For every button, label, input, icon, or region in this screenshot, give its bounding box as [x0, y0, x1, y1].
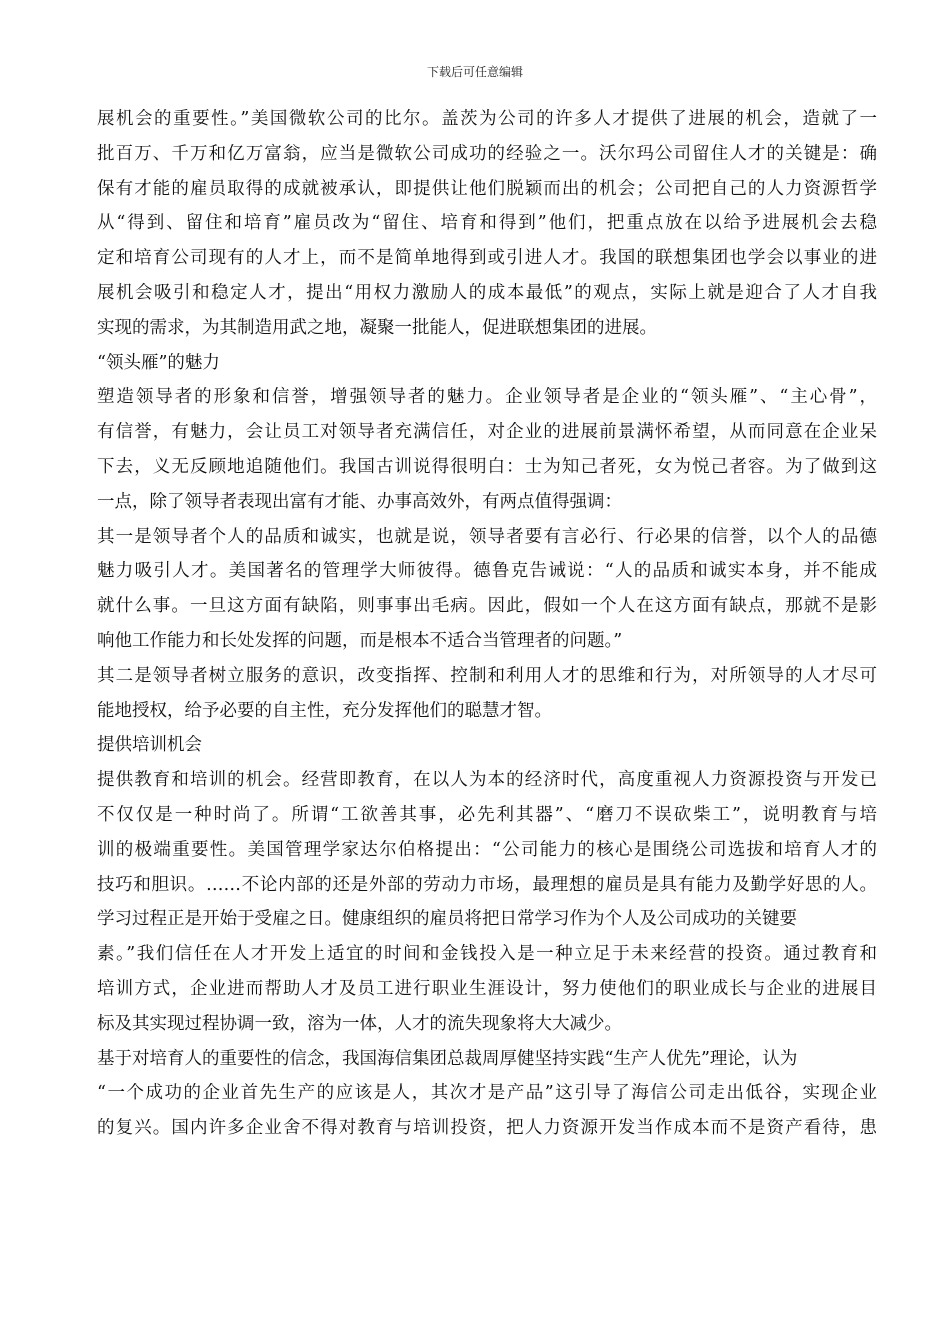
text-line: 标及其实现过程协调一致，溶为一体，人才的流失现象将大大减少。	[97, 1013, 622, 1034]
text-line: 提供培训机会	[97, 735, 202, 756]
text-line: 批百万、千万和亿万富翁，应当是微软公司成功的经验之一。沃尔玛公司留住人才的关键是：确	[97, 143, 877, 164]
text-line: 能地授权，给予必要的自主性，充分发挥他们的聪慧才智。	[97, 700, 552, 721]
text-line: 魅力吸引人才。美国著名的管理学大师彼得。德鲁克告诫说：“人的品质和诚实本身，并不能成	[97, 561, 877, 582]
text-line: 的复兴。国内许多企业舍不得对教育与培训投资，把人力资源开发当作成本而不是资产看待，患	[97, 1118, 877, 1139]
text-line: 有信誉，有魅力，会让员工对领导者充满信任，对企业的进展前景满怀希望，从而同意在企业呆	[97, 422, 877, 443]
text-line: 基于对培育人的重要性的信念，我国海信集团总裁周厚健坚持实践“生产人优先”理论，认为	[97, 1048, 798, 1069]
text-line: 实现的需求，为其制造用武之地，凝聚一批能人，促进联想集团的进展。	[97, 317, 657, 338]
text-line: 展机会吸引和稳定人才，提出“用权力激励人的成本最低”的观点，实际上就是迎合了人才自我	[97, 282, 877, 303]
text-line: 展机会的重要性。”美国微软公司的比尔。盖茨为公司的许多人才提供了进展的机会，造就了一	[97, 109, 877, 129]
text-line: 定和培育公司现有的人才上，而不是简单地得到或引进人才。我国的联想集团也学会以事业的进	[97, 248, 877, 269]
text-line: 训的极端重要性。美国管理学家达尔伯格提出：“公司能力的核心是围绕公司选拔和培育人才的	[97, 839, 877, 860]
page-header: 下载后可任意编辑	[426, 65, 523, 79]
text-line: 提供教育和培训的机会。经营即教育，在以人为本的经济时代，高度重视人力资源投资与开发已	[97, 770, 877, 791]
text-line: 保有才能的雇员取得的成就被承认，即提供让他们脱颖而出的机会；公司把自己的人力资源哲学	[97, 178, 877, 199]
text-line: 学习过程正是开始于受雇之日。健康组织的雇员将把日常学习作为个人及公司成功的关键要	[97, 909, 797, 930]
text-line: 其二是领导者树立服务的意识，改变指挥、控制和利用人才的思维和行为，对所领导的人才尽可	[97, 665, 877, 686]
text-line: 一点，除了领导者表现出富有才能、办事高效外，有两点值得强调：	[97, 491, 622, 512]
text-line: “一个成功的企业首先生产的应该是人，其次才是产品”这引导了海信公司走出低谷，实现企业	[97, 1083, 877, 1104]
text-line: 就什么事。一旦这方面有缺陷，则事事出毛病。因此，假如一个人在这方面有缺点，那就不是影	[97, 596, 877, 617]
text-line: 下去，义无反顾地追随他们。我国古训说得很明白：士为知己者死，女为悦己者容。为了做到这	[97, 456, 877, 477]
text-line: 其一是领导者个人的品质和诚实，也就是说，领导者要有言必行、行必果的信誉，以个人的品德	[97, 526, 877, 547]
text-line: 响他工作能力和长处发挥的问题，而是根本不适合当管理者的问题。”	[97, 630, 623, 651]
text-line: 塑造领导者的形象和信誉，增强领导者的魅力。企业领导者是企业的“领头雁”、“主心骨”，	[97, 387, 877, 408]
text-line: “领头雁”的魅力	[97, 352, 220, 373]
text-line: 素。”我们信任在人才开发上适宜的时间和金钱投入是一种立足于未来经营的投资。通过教育和	[97, 944, 877, 965]
text-line: 不仅仅是一种时尚了。所谓“工欲善其事，必先利其器”、“磨刀不误砍柴工”，说明教育与培	[97, 804, 877, 825]
text-line: 从“得到、留住和培育”雇员改为“留住、培育和得到”他们，把重点放在以给予进展机会去稳	[97, 213, 877, 234]
text-line: 技巧和胆识。……不论内部的还是外部的劳动力市场，最理想的雇员是具有能力及勤学好思的人。	[97, 874, 877, 895]
text-line: 培训方式，企业进而帮助人才及员工进行职业生涯设计，努力使他们的职业成长与企业的进展目	[97, 978, 877, 999]
document-body	[97, 102, 877, 1146]
